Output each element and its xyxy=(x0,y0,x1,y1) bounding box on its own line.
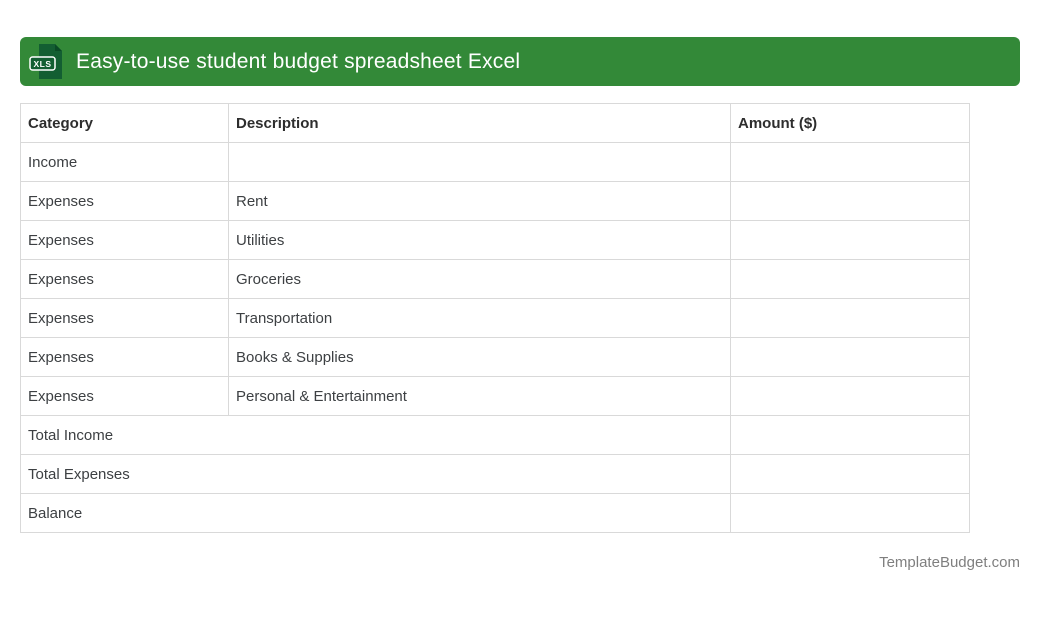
summary-row xyxy=(21,494,970,533)
cell-description: Groceries xyxy=(229,260,731,299)
table-row xyxy=(21,299,970,338)
footer xyxy=(20,554,1020,572)
table-row xyxy=(21,338,970,377)
column-header-description: Description xyxy=(229,104,731,143)
summary-row xyxy=(21,455,970,494)
cell-category: Expenses xyxy=(21,182,229,221)
cell-description xyxy=(229,143,731,182)
cell-category: Income xyxy=(21,143,229,182)
cell-amount xyxy=(731,260,970,299)
cell-description: Books & Supplies xyxy=(229,338,731,377)
cell-amount xyxy=(731,221,970,260)
cell-summary-label: Total Expenses xyxy=(21,455,731,494)
cell-amount xyxy=(731,182,970,221)
column-header-amount: Amount ($) xyxy=(731,104,970,143)
cell-description: Utilities xyxy=(229,221,731,260)
cell-category: Expenses xyxy=(21,260,229,299)
template-header-bar xyxy=(20,37,1020,86)
summary-row xyxy=(21,416,970,455)
table-row xyxy=(21,377,970,416)
table-row xyxy=(21,143,970,182)
xls-file-icon xyxy=(29,43,63,81)
cell-category: Expenses xyxy=(21,338,229,377)
table-row xyxy=(21,221,970,260)
cell-description: Personal & Entertainment xyxy=(229,377,731,416)
budget-table xyxy=(20,103,970,533)
column-header-category: Category xyxy=(21,104,229,143)
cell-category: Expenses xyxy=(21,299,229,338)
table-row xyxy=(21,260,970,299)
cell-amount xyxy=(731,416,970,455)
cell-amount xyxy=(731,338,970,377)
table-header-row xyxy=(21,104,970,143)
cell-category: Expenses xyxy=(21,221,229,260)
file-fold-corner xyxy=(55,44,62,51)
file-badge-label: XLS xyxy=(33,58,52,69)
cell-summary-label: Balance xyxy=(21,494,731,533)
cell-amount xyxy=(731,494,970,533)
cell-amount xyxy=(731,377,970,416)
page-title: Easy-to-use student budget spreadsheet Excel xyxy=(76,49,521,73)
page xyxy=(0,37,1040,637)
cell-amount xyxy=(731,143,970,182)
footer-site-link[interactable]: TemplateBudget.com xyxy=(879,554,1020,571)
cell-category: Expenses xyxy=(21,377,229,416)
cell-summary-label: Total Income xyxy=(21,416,731,455)
cell-description: Transportation xyxy=(229,299,731,338)
cell-description: Rent xyxy=(229,182,731,221)
table-row xyxy=(21,182,970,221)
cell-amount xyxy=(731,299,970,338)
cell-amount xyxy=(731,455,970,494)
